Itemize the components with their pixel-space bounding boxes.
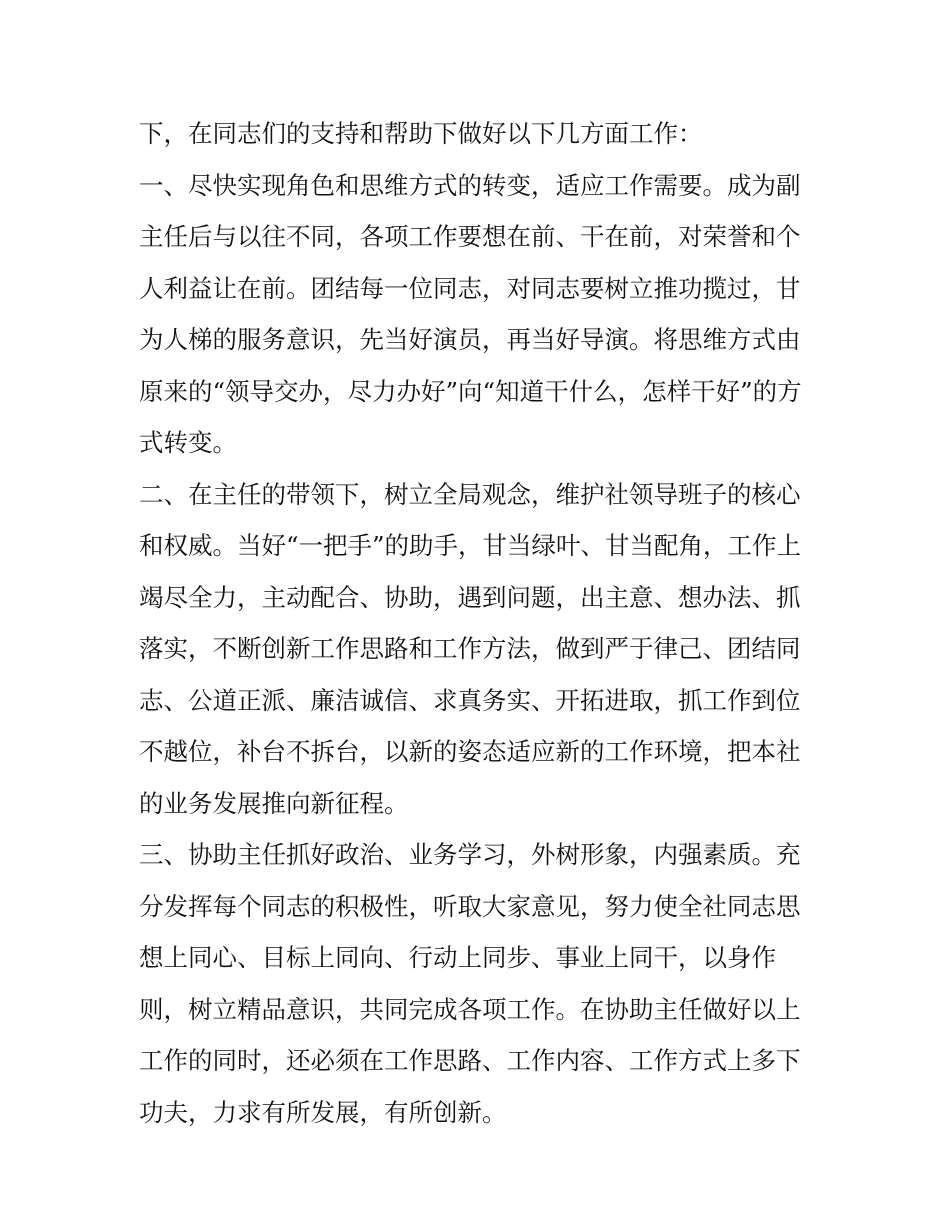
body-text <box>139 108 819 1138</box>
text-line: 式转变。 <box>139 428 237 457</box>
text-line: 二、在主任的带领下，树立全局观念，维护社领导班子的核心 <box>139 479 801 509</box>
text-line: 想上同心、目标上同向、行动上同步、事业上同干，以身作 <box>139 943 776 972</box>
text-line: 的业务发展推向新征程。 <box>139 788 409 818</box>
text-line: 落实，不断创新工作思路和工作方法，做到严于律己、团结同 <box>139 634 801 663</box>
text-line: 三、协助主任抓好政治、业务学习，外树形象，内强素质。充 <box>139 840 801 869</box>
text-line: 和权威。当好“一把手”的助手，甘当绿叶、甘当配角，工作上 <box>139 531 802 560</box>
text-line: 则，树立精品意识，共同完成各项工作。在协助主任做好以上 <box>139 994 801 1024</box>
text-line: 原来的“领导交办，尽力办好”向“知道干什么，怎样干好”的方 <box>139 376 802 406</box>
text-line: 为人梯的服务意识，先当好演员，再当好导演。将思维方式由 <box>139 325 801 354</box>
text-line: 工作的同时，还必须在工作思路、工作内容、工作方式上多下 <box>139 1046 801 1075</box>
text-line: 功夫，力求有所发展，有所创新。 <box>139 1097 507 1127</box>
text-line: 竭尽全力，主动配合、协助，遇到问题，出主意、想办法、抓 <box>139 582 801 612</box>
text-line: 志、公道正派、廉洁诚信、求真务实、开拓进取，抓工作到位 <box>139 685 801 715</box>
text-line: 一、尽快实现角色和思维方式的转变，适应工作需要。成为副 <box>139 170 801 200</box>
text-line: 不越位，补台不拆台，以新的姿态适应新的工作环境，把本社 <box>139 737 801 766</box>
text-line: 主任后与以往不同，各项工作要想在前、干在前，对荣誉和个 <box>139 222 801 251</box>
text-line: 人利益让在前。团结每一位同志，对同志要树立推功揽过，甘 <box>139 273 801 303</box>
text-line: 分发挥每个同志的积极性，听取大家意见，努力使全社同志思 <box>139 891 801 921</box>
text-line: 下，在同志们的支持和帮助下做好以下几方面工作： <box>139 119 703 148</box>
